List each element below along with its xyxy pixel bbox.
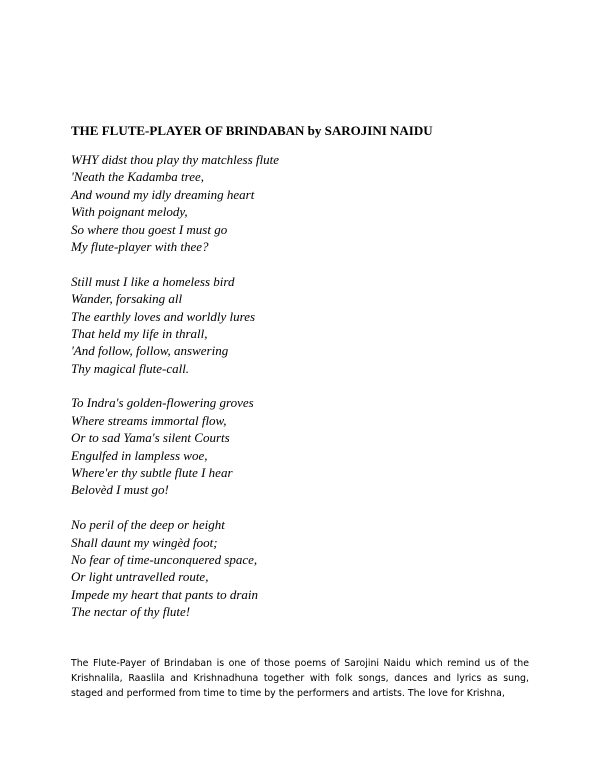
poem-line: Shall daunt my wingèd foot;	[71, 534, 218, 550]
stanza-gap	[71, 499, 471, 516]
poem-line: Wander, forsaking all	[71, 291, 183, 307]
stanza-gap	[71, 377, 471, 394]
poem-line: Still must I like a homeless bird	[71, 273, 235, 289]
stanza-3	[71, 394, 471, 498]
poem-line: My flute-player with thee?	[71, 238, 209, 254]
poem-body	[71, 151, 471, 621]
poem-line: 'Neath the Kadamba tree,	[71, 169, 205, 185]
poem-line: Thy magical flute-call.	[71, 360, 190, 376]
poem-line: Where'er thy subtle flute I hear	[71, 465, 233, 481]
poem-line: The earthly loves and worldly lures	[71, 308, 256, 324]
poem-line: Or to sad Yama's silent Courts	[71, 430, 230, 446]
poem-line: And wound my idly dreaming heart	[71, 186, 255, 202]
poem-line: No fear of time-unconquered space,	[71, 551, 258, 567]
stanza-1	[71, 151, 471, 255]
poem-title: THE FLUTE-PLAYER OF BRINDABAN by SAROJINI NAIDU	[71, 123, 433, 138]
poem-line: Engulfed in lampless woe,	[71, 447, 208, 463]
poem-line: So where thou goest I must go	[71, 221, 228, 237]
poem-line: Impede my heart that pants to drain	[71, 586, 259, 602]
poem-line: The nectar of thy flute!	[71, 604, 191, 620]
stanza-4	[71, 516, 471, 620]
poem-line: No peril of the deep or height	[71, 517, 225, 533]
poem-line: Belovèd I must go!	[71, 482, 169, 498]
poem-line: 'And follow, follow, answering	[71, 343, 229, 359]
stanza-gap	[71, 255, 471, 272]
poem-line: Or light untravelled route,	[71, 569, 209, 585]
commentary-paragraph: The Flute-Payer of Brindaban is one of those poems of Sarojini Naidu which remind us of the Krishnalila, Raaslila and Krishnadhuna together with folk songs, dances and lyrics as sung, staged and performed from time to time by the performers and artists. The love for Krishna,	[71, 658, 529, 700]
stanza-2	[71, 273, 471, 377]
poem-line: With poignant melody,	[71, 204, 188, 220]
poem-line: Where streams immortal flow,	[71, 412, 227, 428]
poem-line: That held my life in thrall,	[71, 325, 208, 341]
poem-line: WHY didst thou play thy matchless flute	[71, 152, 279, 167]
poem-line: To Indra's golden-flowering groves	[71, 395, 254, 411]
